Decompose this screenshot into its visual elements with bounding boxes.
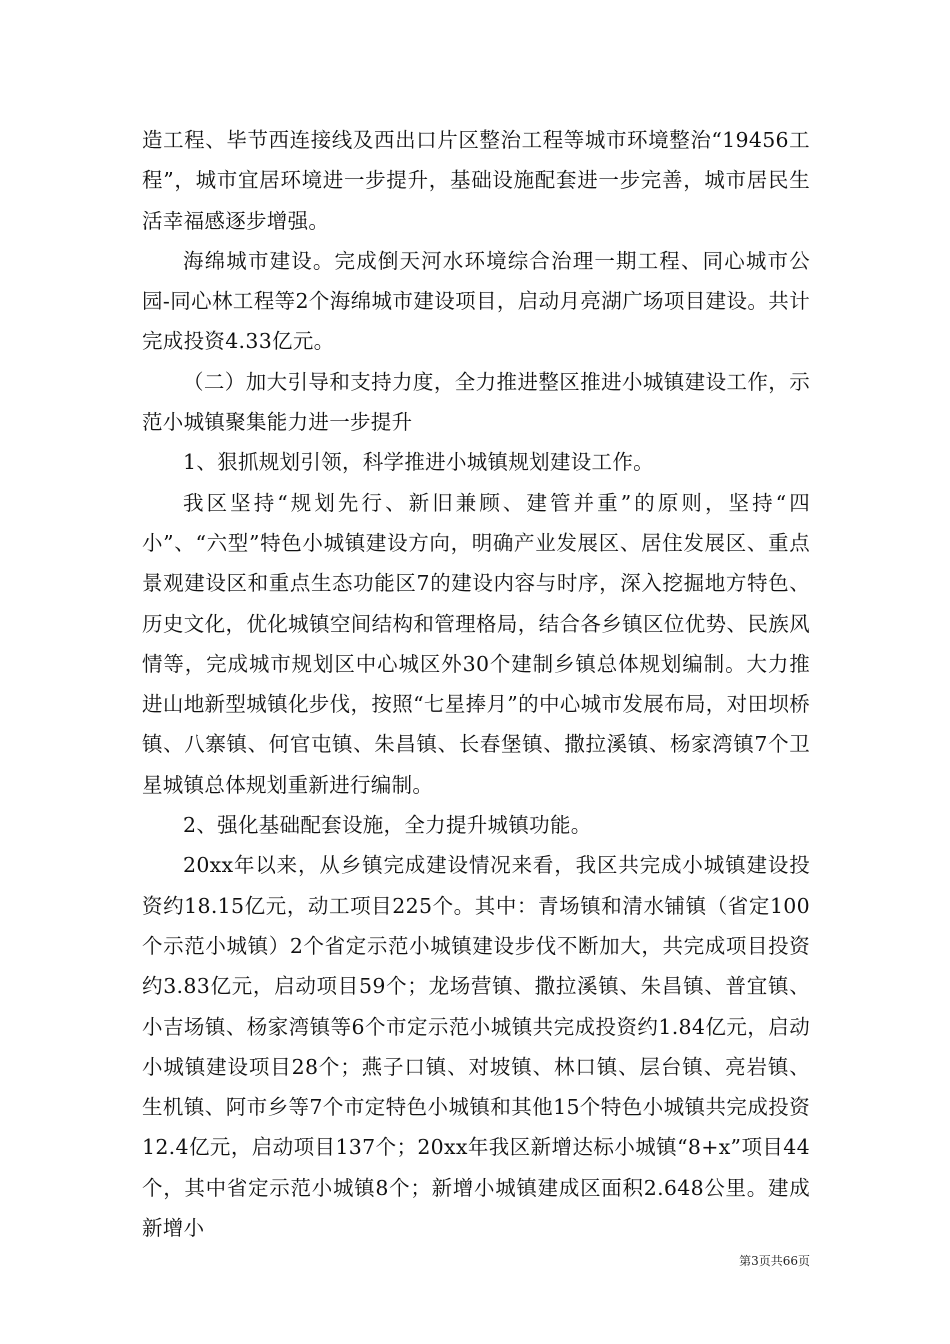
paragraph-2: 海绵城市建设。完成倒天河水环境综合治理一期工程、同心城市公园-同心林工程等2个海绵城市建设项目，启动月亮湖广场项目建设。共计完成投资4.33亿元。 xyxy=(142,248,810,354)
paragraph-4: 20xx年以来，从乡镇完成建设情况来看，我区共完成小城镇建设投资约18.15亿元，动工项目225个。其中：青场镇和清水铺镇（省定100个示范小城镇）2个省定示范小城镇建设步伐不断加大，共完成项目投资约3.83亿元，启动项目59个；龙场营镇、撒拉溪镇、朱昌镇、普宜镇、小吉场镇、杨家湾镇等6个市定示范小城镇共完成投资约1.84亿元，启动小城镇建设项目28个；燕子口镇、对坡镇、林口镇、层台镇、亮岩镇、生机镇、阿市乡等7个市定特色小城镇和其他15个特色小城镇共完成投资12.4亿元，启动项目137个；20xx年我区新增达标小城镇“8+x”项目44个，其中省定示范小城镇8个；新增小城镇建成区面积2.648公里。建成新增小 xyxy=(142,853,810,1241)
paragraph-1: 造工程、毕节西连接线及西出口片区整治工程等城市环境整治“19456工程”，城市宜居环境进一步提升，基础设施配套进一步完善，城市居民生活幸福感逐步增强。 xyxy=(142,128,810,233)
subheading-1: 1、狠抓规划引领，科学推进小城镇规划建设工作。 xyxy=(183,450,654,475)
page-number: 第3页共66页 xyxy=(739,1254,810,1268)
document-body xyxy=(142,120,810,1248)
section-heading: （二）加大引导和支持力度，全力推进整区推进小城镇建设工作，示范小城镇聚集能力进一步提升 xyxy=(142,369,810,435)
paragraph-3: 我区坚持“规划先行、新旧兼顾、建管并重”的原则，坚持“四小”、“六型”特色小城镇建设方向，明确产业发展区、居住发展区、重点景观建设区和重点生态功能区7的建设内容与时序，深入挖掘地方特色、历史文化，优化城镇空间结构和管理格局，结合各乡镇区位优势、民族风情等，完成城市规划区中心城区外30个建制乡镇总体规划编制。大力推进山地新型城镇化步伐，按照“七星捧月”的中心城市发展布局，对田坝桥镇、八寨镇、何官屯镇、朱昌镇、长春堡镇、撒拉溪镇、杨家湾镇7个卫星城镇总体规划重新进行编制。 xyxy=(142,490,810,797)
subheading-2: 2、强化基础配套设施，全力提升城镇功能。 xyxy=(183,813,592,838)
